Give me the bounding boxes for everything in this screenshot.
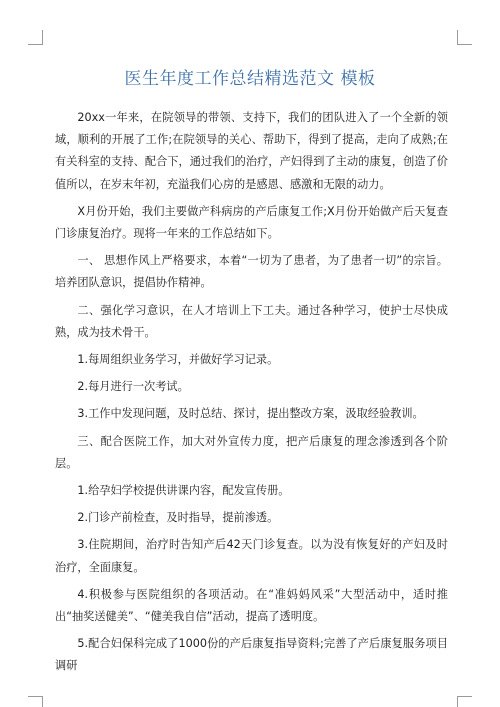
- crop-mark-top-right: [457, 30, 472, 45]
- paragraph: 20xx一年来，在院领导的带领、支持下，我们的团队进入了一个全新的领域，顺利的开展了工作;在院领导的关心、帮助下，得到了提高，走向了成熟;在有关科室的支持、配合下，通过我们的治疗，产妇得到了主动的康复，创造了价值所以，在岁末年初，充溢我们心房的是感恩、感激和无限的动力。: [55, 111, 448, 191]
- paragraph: 5.配合妇保科完成了1000份的产后康复指导资料;完善了产后康复服务项目调研: [55, 637, 448, 673]
- paragraph: X月份开始，我们主要做产科病房的产后康复工作;X月份开始做产后天复查门诊康复治疗。现将一年来的工作总结如下。: [55, 204, 448, 241]
- paragraph: 二、强化学习意识，在人才培训上下工夫。通过各种学习，使护士尽快成熟，成为技术骨干。: [55, 303, 448, 339]
- document-body: [55, 107, 448, 678]
- paragraph: 4.积极参与医院组织的各项活动。在“准妈妈风采”大型活动中，适时推出“抽奖送健美”、“健美我自信”活动，提高了透明度。: [55, 587, 448, 624]
- crop-mark-top-left: [28, 30, 43, 45]
- paragraph: 2.门诊产前检查，及时指导，提前渗透。: [77, 511, 279, 525]
- paragraph: 一、 思想作风上严格要求，本着“一切为了患者，为了患者一切”的宗旨。培养团队意识，提倡协作精神。: [55, 254, 448, 290]
- paragraph: 2.每月进行一次考试。: [77, 380, 189, 394]
- paragraph: 三、配合医院工作，加大对外宣传力度，把产后康复的理念渗透到各个阶层。: [55, 434, 448, 470]
- crop-mark-bottom-right: [457, 696, 472, 707]
- paragraph: 3.住院期间，治疗时告知产后42天门诊复查。以为没有恢复好的产妇及时治疗，全面康复。: [55, 538, 448, 574]
- paragraph: 1.给孕妇学校提供讲课内容，配发宣传册。: [77, 484, 290, 498]
- document-title: 医生年度工作总结精选范文 模板: [124, 69, 376, 89]
- crop-mark-bottom-left: [28, 696, 43, 707]
- paragraph: 1.每周组织业务学习，并做好学习记录。: [77, 353, 279, 367]
- paragraph: 3.工作中发现问题，及时总结、探讨，提出整改方案，汲取经验教训。: [77, 407, 424, 421]
